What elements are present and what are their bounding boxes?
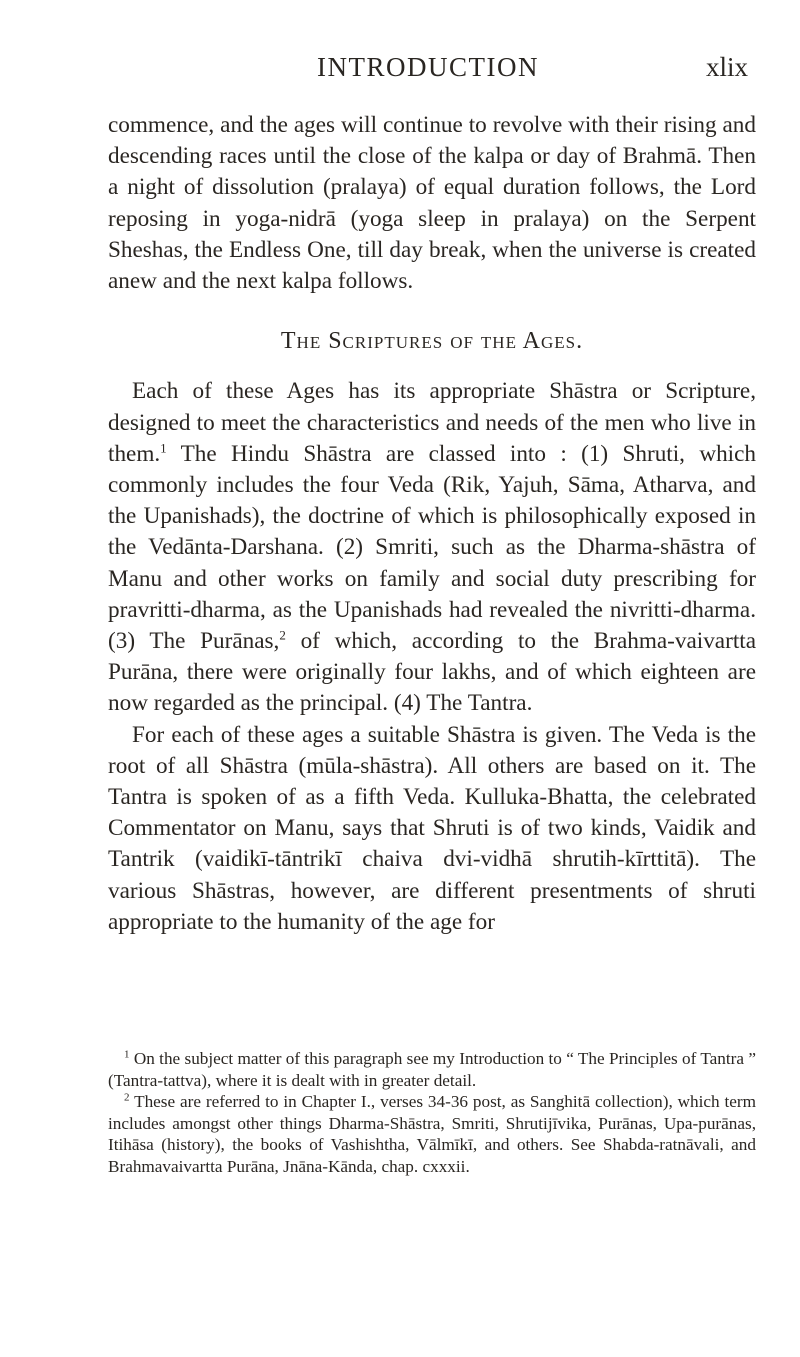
- paragraph-scriptures: [108, 376, 756, 719]
- footnote-mark: 1: [124, 1048, 130, 1061]
- running-head: INTRODUCTION: [317, 52, 539, 82]
- paragraph-ages: For each of these ages a suitable Shāstra is given. The Veda is the root of all Shāstra (mūla-shāstra). All others are based on it. The Tantra is spoken of as a fifth Veda. Kulluka-Bhatta, the celebrated Commentator on Manu, says that Shruti is of two kinds, Vaidik and Tantrik (vaidikī-tāntrikī chaiva dvi-vidhā shrutih-kīrttitā). The various Shāstras, however, are different presentments of shruti appropriate to the humanity of the age for: [108, 721, 756, 935]
- footnote-reference-1: 1: [160, 440, 167, 456]
- footnotes: [108, 1048, 756, 1178]
- page-number: xlix: [705, 52, 748, 82]
- footnote-2: [108, 1091, 756, 1177]
- footnote-1: [108, 1048, 756, 1091]
- footnote-text: On the subject matter of this paragraph see my Introduction to “ The Principles of Tantra ” (Tantra-tattva), where it is dealt with in greater detail.: [108, 1049, 756, 1090]
- paragraph-text: Each of these Ages has its appropriate Shāstra or Scripture, designed to meet the characteristics and needs of the men who live in them.: [108, 378, 756, 467]
- page-header: [108, 52, 748, 92]
- section-heading: The Scriptures of the Ages.: [280, 328, 584, 355]
- paragraph-continuation: commence, and the ages will continue to revolve with their rising and descending races until the close of the kalpa or day of Brahmā. Then a night of dissolution (pralaya) of equal duration follows, the Lord reposing in yoga-nidrā (yoga sleep in pralaya) on the Serpent Sheshas, the Endless One, till day break, when the universe is created anew and the next kalpa follows.: [108, 112, 756, 295]
- paragraph-text: of which, according to the Brahma-vaivartta Purāna, there were originally four lakhs, and of which eighteen are now regarded as the principal. (4) The Tantra.: [108, 628, 756, 717]
- footnote-reference-2: 2: [279, 627, 286, 643]
- body-text: [108, 110, 756, 938]
- paragraph-text: The Hindu Shāstra are classed into : (1) Shruti, which commonly includes the four Veda (Rik, Yajuh, Sāma, Atharva, and the Upanishads), the doctrine of which is philosophically exposed in the Vedānta-Darshana. (2) Smriti, such as the Dharma-shāstra of Manu and other works on family and social duty prescribing for pravritti-dharma, as the Upanishads had revealed the nivritti-dharma. (3) The Purānas,: [108, 440, 756, 655]
- footnote-mark: 2: [124, 1091, 130, 1104]
- footnote-text: These are referred to in Chapter I., verses 34-36 post, as Sanghitā collection), which term includes amongst other things Dharma-Shāstra, Smriti, Shrutijīvika, Purānas, Upa-purānas, Itihāsa (history), the books of Vashishtha, Vālmīkī, and others. See Shabda-ratnāvali, and Brahmavaivartta Purāna, Jnāna-Kānda, chap. cxxxii.: [108, 1092, 756, 1176]
